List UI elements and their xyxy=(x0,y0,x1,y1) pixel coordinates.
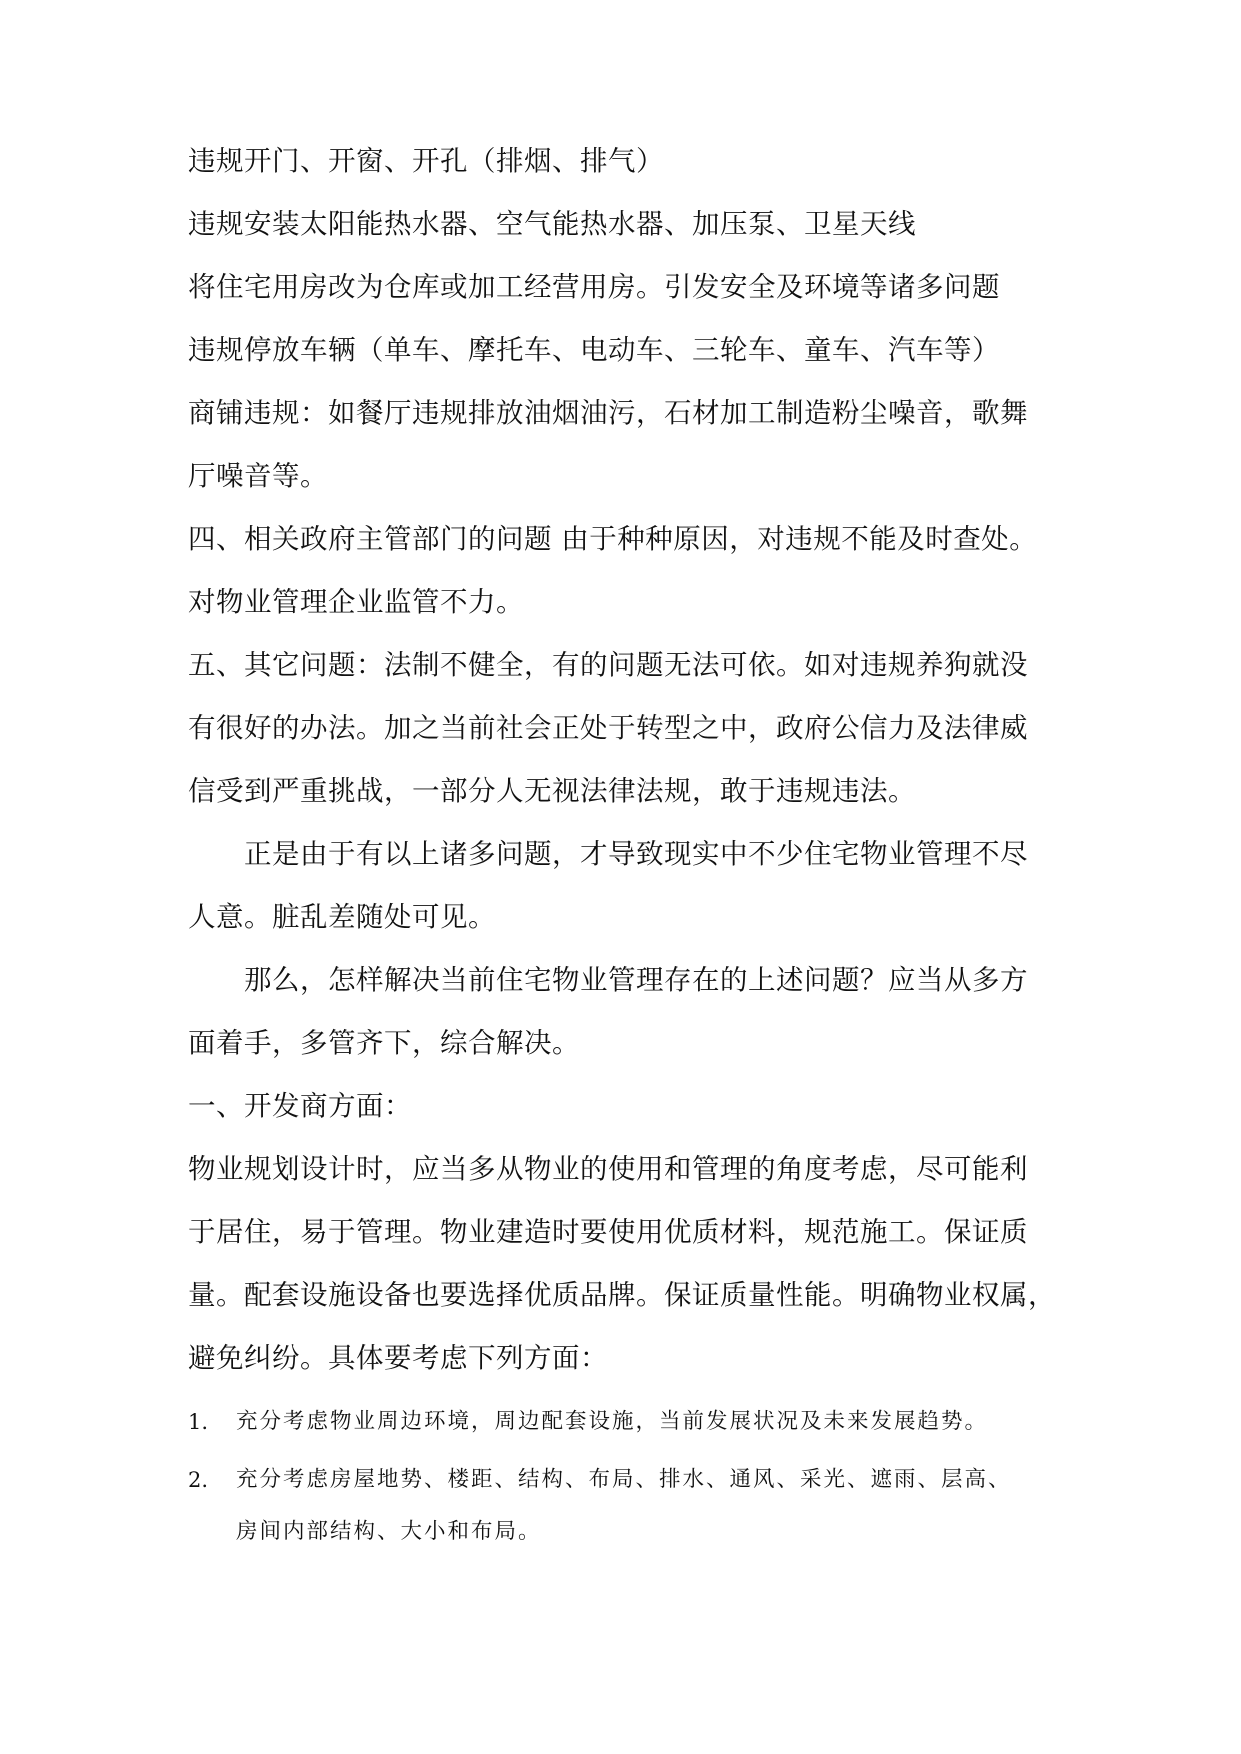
list-item-text: 充分考虑房屋地势、楼距、结构、布局、排水、通风、采光、遮雨、层高、 xyxy=(236,1467,1012,1492)
paragraph-line: 物业规划设计时，应当多从物业的使用和管理的角度考虑，尽可能利 xyxy=(188,1153,1028,1185)
paragraph-line: 违规安装太阳能热水器、空气能热水器、加压泵、卫星天线 xyxy=(188,208,916,240)
list-item-text: 充分考虑物业周边环境，周边配套设施，当前发展状况及未来发展趋势。 xyxy=(236,1409,989,1434)
paragraph-line: 违规开门、开窗、开孔（排烟、排气） xyxy=(188,145,664,177)
paragraph-line: 于居住，易于管理。物业建造时要使用优质材料，规范施工。保证质 xyxy=(188,1216,1028,1248)
paragraph-line: 信受到严重挑战，一部分人无视法律法规，敢于违规违法。 xyxy=(188,775,916,807)
paragraph-line: 有很好的办法。加之当前社会正处于转型之中，政府公信力及法律威 xyxy=(188,712,1028,744)
section-heading: 一、开发商方面： xyxy=(188,1090,412,1122)
paragraph-line: 将住宅用房改为仓库或加工经营用房。引发安全及环境等诸多问题 xyxy=(188,271,1000,303)
paragraph-line: 违规停放车辆（单车、摩托车、电动车、三轮车、童车、汽车等） xyxy=(188,334,1000,366)
paragraph-line: 对物业管理企业监管不力。 xyxy=(188,586,524,618)
paragraph-line: 正是由于有以上诸多问题，才导致现实中不少住宅物业管理不尽 xyxy=(244,838,1028,870)
paragraph-line: 五、其它问题：法制不健全，有的问题无法可依。如对违规养狗就没 xyxy=(188,649,1028,681)
list-item-number: 2. xyxy=(188,1468,209,1492)
paragraph-line: 厅噪音等。 xyxy=(188,460,328,492)
paragraph-line: 面着手，多管齐下，综合解决。 xyxy=(188,1027,580,1059)
paragraph-line: 四、相关政府主管部门的问题 由于种种原因，对违规不能及时查处。 xyxy=(188,523,1038,555)
list-item-number: 1. xyxy=(188,1410,209,1434)
paragraph-line: 量。配套设施设备也要选择优质品牌。保证质量性能。明确物业权属， xyxy=(188,1279,1056,1311)
paragraph-line: 那么，怎样解决当前住宅物业管理存在的上述问题？应当从多方 xyxy=(244,964,1028,996)
list-item-text: 房间内部结构、大小和布局。 xyxy=(236,1519,542,1544)
paragraph-line: 商铺违规：如餐厅违规排放油烟油污，石材加工制造粉尘噪音，歌舞 xyxy=(188,397,1028,429)
paragraph-line: 避免纠纷。具体要考虑下列方面： xyxy=(188,1342,608,1374)
paragraph-line: 人意。脏乱差随处可见。 xyxy=(188,901,496,933)
